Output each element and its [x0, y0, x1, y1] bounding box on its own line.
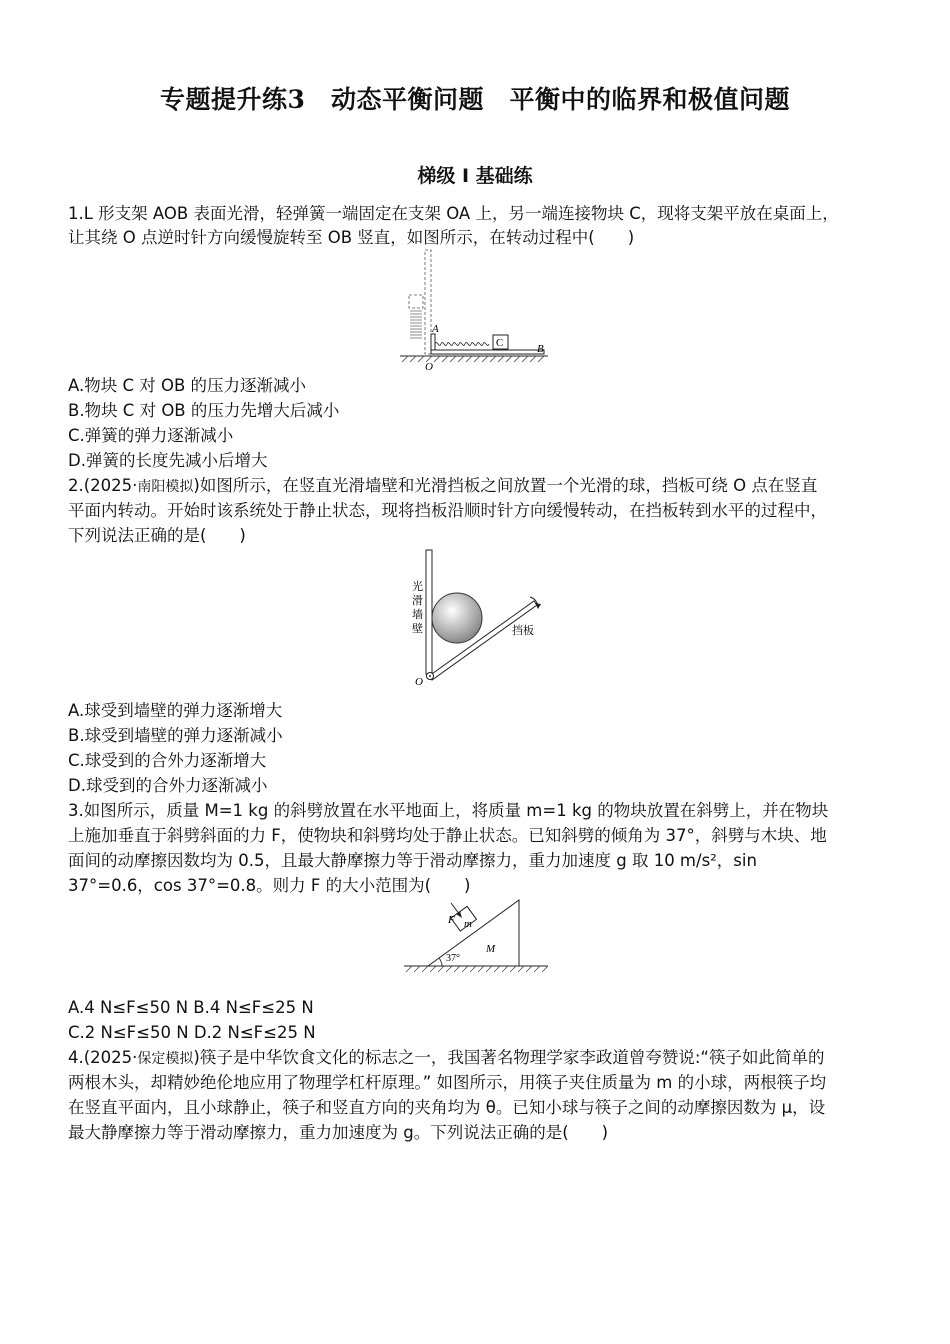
- q3-stem-line4: 37°=0.6，cos 37°=0.8。则力 F 的大小范围为( ): [68, 876, 471, 895]
- q4-stem-line4: 最大静摩擦力等于滑动摩擦力，重力加速度为 g。下列说法正确的是( ): [68, 1123, 609, 1142]
- q2-wall-label-4: 壁: [412, 622, 423, 635]
- q3-stem-line2: 上施加垂直于斜劈斜面的力 F，使物块和斜劈均处于静止状态。已知斜劈的倾角为 37°，斜劈与木块、地: [68, 826, 827, 845]
- q2-wall-label-2: 滑: [412, 594, 423, 607]
- q2-board-label: 挡板: [512, 624, 534, 637]
- q4-source: 保定模拟: [137, 1051, 194, 1067]
- q2-source: 南阳模拟: [137, 479, 194, 495]
- q3-options-row2: C.2 N≤F≤50 N D.2 N≤F≤25 N: [68, 1023, 316, 1042]
- q2-figure: [404, 548, 552, 688]
- q3-stem-line3: 面间的动摩擦因数均为 0.5，且最大静摩擦力等于滑动摩擦力，重力加速度 g 取 10 m/s²，sin: [68, 851, 757, 870]
- q2-option-c: C.球受到的合外力逐渐增大: [68, 751, 267, 770]
- q3-figure: [402, 896, 550, 976]
- section-heading: 梯级 Ⅰ 基础练: [417, 165, 533, 187]
- q2-wall-label-3: 墙: [412, 608, 423, 621]
- q2-option-d: D.球受到的合外力逐渐减小: [68, 776, 268, 795]
- q1-label-b: B: [537, 343, 544, 355]
- q3-options-row1: A.4 N≤F≤50 N B.4 N≤F≤25 N: [68, 998, 314, 1017]
- q4-stem-line3: 在竖直平面内，且小球静止，筷子和竖直方向的夹角均为 θ。已知小球与筷子之间的动摩擦因数为 μ，设: [68, 1098, 826, 1117]
- q4-stem-line2: 两根木头，却精妙绝伦地应用了物理学杠杆原理。” 如图所示，用筷子夹住质量为 m 的小球，两根筷子均: [68, 1073, 827, 1092]
- q3-stem-line1: 3.如图所示，质量 M=1 kg 的斜劈放置在水平地面上，将质量 m=1 kg 的物块放置在斜劈上，并在物块: [68, 801, 829, 820]
- q1-figure: [398, 248, 554, 372]
- q1-stem-line1: 1.L 形支架 AOB 表面光滑，轻弹簧一端固定在支架 OA 上，另一端连接物块 C，现将支架平放在桌面上，: [68, 204, 839, 223]
- q1-stem-line2: 让其绕 O 点逆时针方向缓慢旋转至 OB 竖直，如图所示，在转动过程中( ): [68, 228, 635, 247]
- q1-option-a: A.物块 C 对 OB 的压力逐渐减小: [68, 376, 307, 395]
- q1-label-o: O: [425, 361, 433, 372]
- q1-option-d: D.弹簧的长度先减小后增大: [68, 451, 268, 470]
- q2-option-a: A.球受到墙壁的弹力逐渐增大: [68, 701, 283, 720]
- q1-label-c: C: [496, 337, 504, 349]
- q2-wall-label-1: 光: [412, 580, 423, 593]
- q2-stem-line1: 2.(2025·南阳模拟)如图所示，在竖直光滑墙壁和光滑挡板之间放置一个光滑的球，挡板可绕 O 点在竖直: [68, 476, 818, 495]
- q3-label-f: F: [448, 914, 455, 926]
- q2-option-b: B.球受到墙壁的弹力逐渐减小: [68, 726, 283, 745]
- q2-label-o: O: [415, 676, 423, 688]
- q4-stem-line1: 4.(2025·保定模拟)筷子是中华饮食文化的标志之一，我国著名物理学家李政道曾夸赞说:“筷子如此简单的: [68, 1048, 825, 1067]
- q1-option-c: C.弹簧的弹力逐渐减小: [68, 426, 234, 445]
- q2-stem-line3: 下列说法正确的是( ): [68, 526, 246, 545]
- q2-stem-line2: 平面内转动。开始时该系统处于静止状态，现将挡板沿顺时针方向缓慢转动，在挡板转到水平的过程中，: [68, 501, 827, 520]
- q3-label-m: m: [464, 918, 472, 930]
- q1-label-a: A: [432, 323, 439, 335]
- page-title: 专题提升练3 动态平衡问题 平衡中的临界和极值问题: [160, 85, 790, 114]
- q3-label-big-m: M: [486, 943, 496, 955]
- q3-label-angle: 37°: [446, 953, 460, 964]
- q1-option-b: B.物块 C 对 OB 的压力先增大后减小: [68, 401, 340, 420]
